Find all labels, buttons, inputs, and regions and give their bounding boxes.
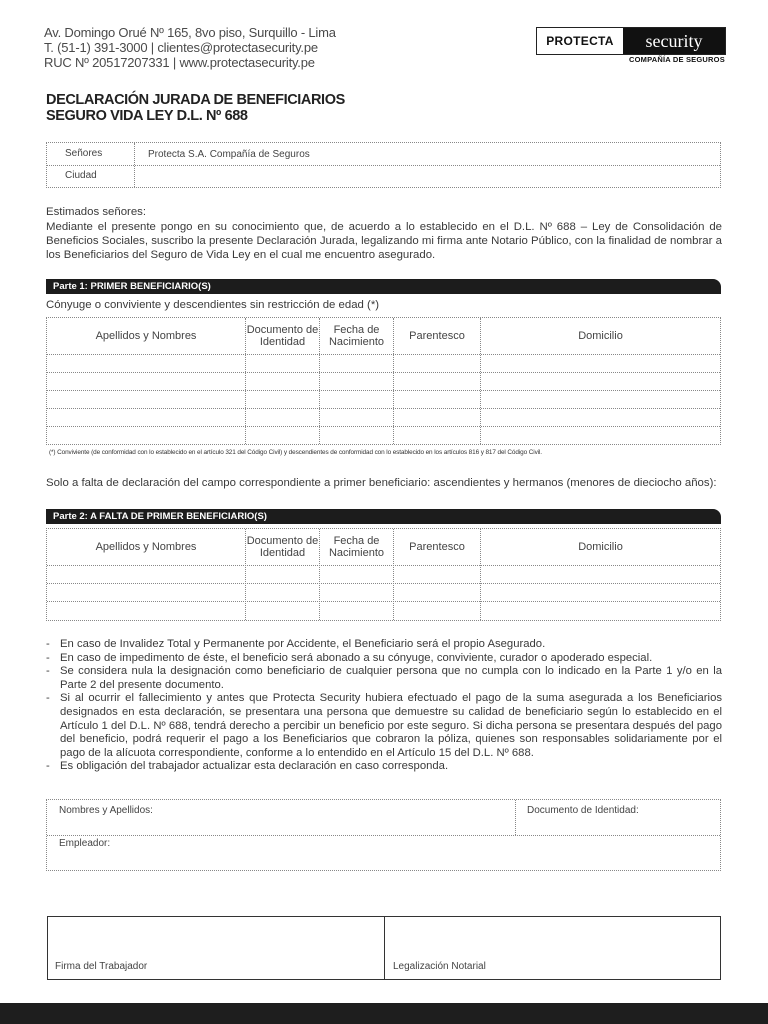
intro-paragraph: Mediante el presente pongo en su conocimiento que, de acuerdo a lo establecido en el D.L. Nº 688 – Ley de Consolidación de Beneficios Sociales, suscribo la presente Declaración Jurada, legalizando mi firma ante Notario Público, con la finalidad de nombrar a los Beneficiarios del Seguro de Vida Ley en el cual me encuentro asegurado. bbox=[46, 221, 722, 262]
document-label: Documento de Identidad: bbox=[527, 805, 639, 816]
list-item: - Se considera nula la designación como beneficiario de cualquier persona que no cumpla con lo indicado en la Parte 1 y/o en la Parte 2 del presente documento. bbox=[46, 665, 722, 691]
col-apellidos: Apellidos y Nombres bbox=[95, 540, 197, 553]
title-line2: SEGURO VIDA LEY D.L. Nº 688 bbox=[46, 108, 248, 124]
col-fecha: Fecha de Nacimiento bbox=[328, 323, 385, 348]
part1-header-bar: Parte 1: PRIMER BENEFICIARIO(S) bbox=[46, 279, 721, 294]
employer-field[interactable] bbox=[59, 851, 709, 865]
company-address bbox=[44, 25, 336, 70]
address-line: Av. Domingo Orué Nº 165, 8vo piso, Surquillo - Lima bbox=[44, 25, 336, 40]
col-documento: Documento de Identidad bbox=[246, 323, 319, 348]
col-parentesco: Parentesco bbox=[409, 329, 465, 342]
col-apellidos: Apellidos y Nombres bbox=[95, 329, 197, 342]
footer-bar bbox=[0, 1003, 768, 1024]
company-logo bbox=[536, 27, 726, 55]
contact-line: T. (51-1) 391-3000 | clientes@protectasecurity.pe bbox=[44, 40, 318, 55]
list-item: - Es obligación del trabajador actualizar esta declaración en caso corresponda. bbox=[46, 760, 449, 773]
notes-list bbox=[46, 638, 722, 774]
senores-label: Señores bbox=[65, 148, 103, 159]
part2-header-bar: Parte 2: A FALTA DE PRIMER BENEFICIARIO(S) bbox=[46, 509, 721, 524]
worker-info-box bbox=[46, 799, 721, 871]
list-item: - Si al ocurrir el fallecimiento y antes que Protecta Security hubiera efectuado el pago de la suma asegurada a los Beneficiarios designados en esta declaración, se presentara una persona que demuestre su calidad de beneficiario según lo establecido en el Artículo 1 del D.L. Nº 688, tendrá derecho a percibir un beneficio por este seguro. Si dicha persona se presentara después del pago del beneficio, podrá requerir el pago a los Beneficiarios que cobraron la póliza, quienes son responsables solidariamente por el pago de la alícuota correspondiente, conforme a lo entendido en el Artículo 15 del D.L. Nº 688. bbox=[46, 692, 722, 759]
ruc-line: RUC Nº 20517207331 | www.protectasecurity.pe bbox=[44, 55, 315, 70]
part1-subtitle: Cónyuge o conviviente y descendientes sin restricción de edad (*) bbox=[46, 299, 380, 311]
col-documento: Documento de Identidad bbox=[246, 534, 319, 559]
greeting: Estimados señores: bbox=[46, 206, 147, 218]
logo-security: security bbox=[623, 28, 725, 54]
names-label: Nombres y Apellidos: bbox=[59, 805, 153, 816]
names-field[interactable] bbox=[59, 818, 509, 832]
list-item: - En caso de Invalidez Total y Permanente por Accidente, el Beneficiario será el propio Asegurado. bbox=[46, 638, 546, 650]
title-line1: DECLARACIÓN JURADA DE BENEFICIARIOS bbox=[46, 92, 345, 108]
document-field[interactable] bbox=[527, 818, 712, 832]
ciudad-field[interactable] bbox=[148, 170, 708, 184]
notary-label: Legalización Notarial bbox=[393, 961, 486, 972]
signature-box bbox=[47, 916, 721, 980]
col-parentesco: Parentesco bbox=[409, 540, 465, 553]
worker-signature-label: Firma del Trabajador bbox=[55, 961, 148, 972]
list-item: - En caso de impedimento de éste, el beneficio será abonado a su cónyuge, conviviente, curador o apoderado especial. bbox=[46, 651, 653, 664]
employer-label: Empleador: bbox=[59, 838, 111, 849]
logo-protecta: PROTECTA bbox=[537, 28, 623, 54]
col-domicilio: Domicilio bbox=[578, 329, 623, 342]
part1-footnote: (*) Conviviente (de conformidad con lo establecido en el artículo 321 del Código Civil) y descendientes de conformidad con lo establecido en los artículos 816 y 817 del Código Civil. bbox=[49, 449, 542, 456]
col-domicilio: Domicilio bbox=[578, 540, 623, 553]
recipient-box bbox=[46, 142, 721, 188]
part2-intro: Solo a falta de declaración del campo correspondiente a primer beneficiario: ascendientes y hermanos (menores de dieciocho años): bbox=[46, 477, 717, 489]
part1-table bbox=[46, 317, 721, 445]
senores-value: Protecta S.A. Compañía de Seguros bbox=[148, 149, 310, 160]
document-title bbox=[46, 92, 345, 124]
ciudad-label: Ciudad bbox=[65, 170, 97, 181]
logo-subtitle: COMPAÑÍA DE SEGUROS bbox=[629, 55, 725, 64]
col-fecha: Fecha de Nacimiento bbox=[328, 534, 385, 559]
part2-table bbox=[46, 528, 721, 621]
